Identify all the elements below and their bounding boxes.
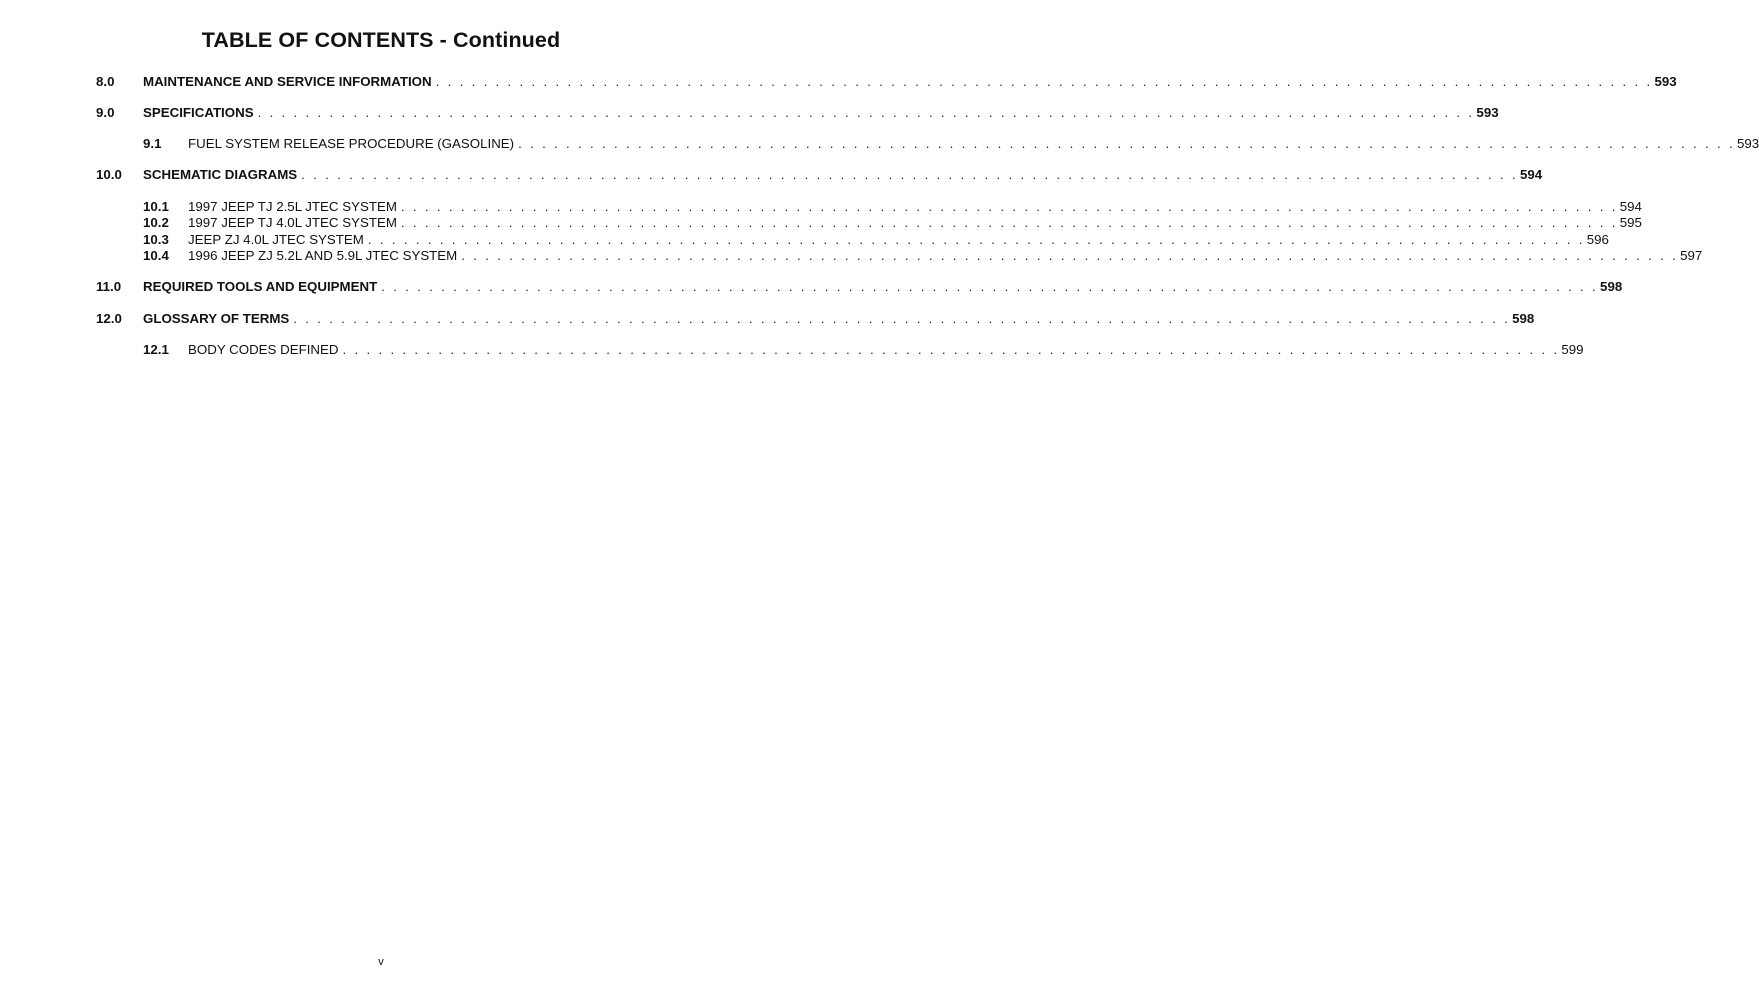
page-number: 598 <box>1600 279 1623 294</box>
dot-leader: . . . . . . . . . . . . . . . . . . . . . . . . . . . . . . . . . . . . . . . . . . . . . . . . . . . . . . . . . . . . . . . . . . . . . . . . . . . . . . . . . . . . . . . . . . . . . . . . . . . . . . <box>435 74 1653 89</box>
subsection-number: 9.1 <box>143 136 162 151</box>
dot-leader: . . . . . . . . . . . . . . . . . . . . . . . . . . . . . . . . . . . . . . . . . . . . . . . . . . . . . . . . . . . . . . . . . . . . . . . . . . . . . . . . . . . . . . . . . . . . . . . . . . . . . . <box>518 136 1735 151</box>
dot-leader: . . . . . . . . . . . . . . . . . . . . . . . . . . . . . . . . . . . . . . . . . . . . . . . . . . . . . . . . . . . . . . . . . . . . . . . . . . . . . . . . . . . . . . . . . . . . . . . . . . . . . . <box>367 232 1585 247</box>
page-title: TABLE OF CONTENTS - Continued <box>201 28 561 52</box>
dot-leader: . . . . . . . . . . . . . . . . . . . . . . . . . . . . . . . . . . . . . . . . . . . . . . . . . . . . . . . . . . . . . . . . . . . . . . . . . . . . . . . . . . . . . . . . . . . . . . . . . . . . . . <box>342 342 1560 357</box>
dot-leader: . . . . . . . . . . . . . . . . . . . . . . . . . . . . . . . . . . . . . . . . . . . . . . . . . . . . . . . . . . . . . . . . . . . . . . . . . . . . . . . . . . . . . . . . . . . . . . . . . . . . . . <box>461 248 1679 263</box>
dot-leader: . . . . . . . . . . . . . . . . . . . . . . . . . . . . . . . . . . . . . . . . . . . . . . . . . . . . . . . . . . . . . . . . . . . . . . . . . . . . . . . . . . . . . . . . . . . . . . . . . . . . . . <box>400 199 1618 214</box>
section-number: 12.0 <box>96 311 122 326</box>
section-title: REQUIRED TOOLS AND EQUIPMENT <box>143 278 381 296</box>
toc-entry-fuel-system-release[interactable] <box>0 135 1759 153</box>
subsection-title: BODY CODES DEFINED <box>188 341 342 359</box>
toc-leader-line <box>143 278 1623 296</box>
page-number: 593 <box>1654 74 1677 89</box>
toc-leader-line <box>143 73 1677 91</box>
section-title: SPECIFICATIONS <box>143 104 258 122</box>
toc-entry-specifications[interactable] <box>0 104 1499 122</box>
dot-leader: . . . . . . . . . . . . . . . . . . . . . . . . . . . . . . . . . . . . . . . . . . . . . . . . . . . . . . . . . . . . . . . . . . . . . . . . . . . . . . . . . . . . . . . . . . . . . . . . . . . . . . <box>293 311 1511 326</box>
subsection-number: 10.1 <box>143 199 169 214</box>
page-number: 597 <box>1680 248 1703 263</box>
dot-leader: . . . . . . . . . . . . . . . . . . . . . . . . . . . . . . . . . . . . . . . . . . . . . . . . . . . . . . . . . . . . . . . . . . . . . . . . . . . . . . . . . . . . . . . . . . . . . . . . . . . . . . <box>381 279 1599 294</box>
toc-entry-required-tools[interactable] <box>0 278 1623 296</box>
subsection-title: JEEP ZJ 4.0L JTEC SYSTEM <box>188 231 368 249</box>
toc-leader-line <box>143 104 1499 122</box>
toc-leader-line <box>188 341 1584 359</box>
page-number: 594 <box>1520 167 1543 182</box>
subsection-title: FUEL SYSTEM RELEASE PROCEDURE (GASOLINE) <box>188 135 518 153</box>
subsection-title: 1996 JEEP ZJ 5.2L AND 5.9L JTEC SYSTEM <box>188 247 461 265</box>
dot-leader: . . . . . . . . . . . . . . . . . . . . . . . . . . . . . . . . . . . . . . . . . . . . . . . . . . . . . . . . . . . . . . . . . . . . . . . . . . . . . . . . . . . . . . . . . . . . . . . . . . . . . . <box>400 215 1618 230</box>
toc-entry-glossary[interactable] <box>0 310 1535 328</box>
page-footer-roman-numeral: v <box>378 956 384 968</box>
toc-entry-schematic-diagrams[interactable] <box>0 166 1543 184</box>
page-number: 594 <box>1619 199 1642 214</box>
subsection-number: 10.2 <box>143 215 169 230</box>
page-number: 593 <box>1736 136 1759 151</box>
toc-entry-tj-4-0l[interactable] <box>0 214 1642 232</box>
page-number: 593 <box>1476 105 1499 120</box>
toc-leader-line <box>188 247 1703 265</box>
toc-leader-line <box>143 310 1535 328</box>
subsection-number: 12.1 <box>143 342 169 357</box>
toc-entry-zj-5-2l-5-9l[interactable] <box>0 247 1703 265</box>
subsection-title: 1997 JEEP TJ 4.0L JTEC SYSTEM <box>188 214 401 232</box>
dot-leader: . . . . . . . . . . . . . . . . . . . . . . . . . . . . . . . . . . . . . . . . . . . . . . . . . . . . . . . . . . . . . . . . . . . . . . . . . . . . . . . . . . . . . . . . . . . . . . . . . . . . . . <box>301 167 1518 182</box>
page-number: 598 <box>1512 311 1535 326</box>
toc-leader-line <box>143 166 1543 184</box>
toc-leader-line <box>188 214 1642 232</box>
section-title: MAINTENANCE AND SERVICE INFORMATION <box>143 73 436 91</box>
subsection-title: 1997 JEEP TJ 2.5L JTEC SYSTEM <box>188 198 401 216</box>
toc-entry-body-codes[interactable] <box>0 341 1584 359</box>
page-number: 595 <box>1619 215 1642 230</box>
toc-entry-maintenance[interactable] <box>0 73 1677 91</box>
section-number: 8.0 <box>96 74 115 89</box>
section-number: 10.0 <box>96 167 122 182</box>
section-title: SCHEMATIC DIAGRAMS <box>143 166 301 184</box>
subsection-number: 10.4 <box>143 248 169 263</box>
dot-leader: . . . . . . . . . . . . . . . . . . . . . . . . . . . . . . . . . . . . . . . . . . . . . . . . . . . . . . . . . . . . . . . . . . . . . . . . . . . . . . . . . . . . . . . . . . . . . . . . . . . . . . <box>257 105 1475 120</box>
section-number: 9.0 <box>96 105 115 120</box>
section-number: 11.0 <box>96 279 122 294</box>
toc-leader-line <box>188 135 1759 153</box>
page-number: 596 <box>1586 232 1609 247</box>
page-number: 599 <box>1561 342 1584 357</box>
subsection-number: 10.3 <box>143 232 169 247</box>
section-title: GLOSSARY OF TERMS <box>143 310 293 328</box>
